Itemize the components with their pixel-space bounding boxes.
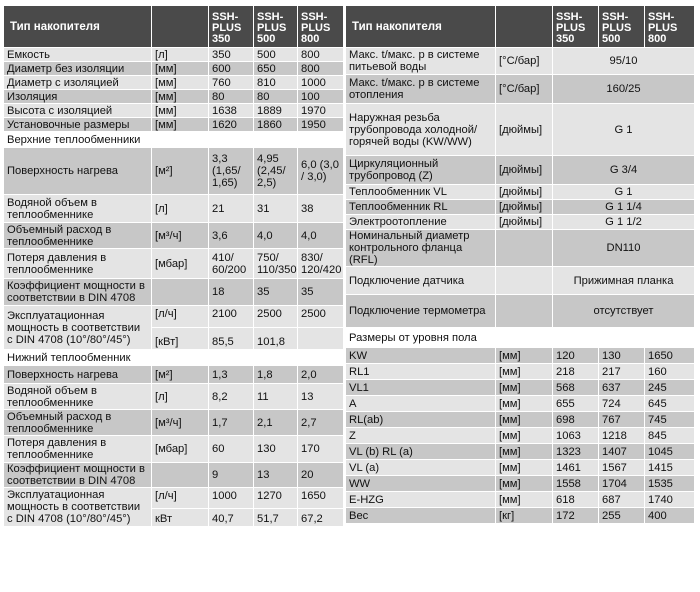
row-value: 2100 — [209, 305, 254, 327]
row-value: 1704 — [599, 475, 645, 491]
header-model-350: SSH-PLUS 350 — [553, 6, 599, 47]
table-row — [4, 383, 343, 409]
row-value: 655 — [553, 395, 599, 411]
row-value: 9 — [209, 462, 254, 487]
row-label: Поверхность нагрева — [4, 147, 152, 194]
section-header-row — [4, 131, 343, 147]
row-value: 760 — [209, 75, 254, 89]
row-label: Вес — [346, 507, 496, 523]
row-value: 80 — [209, 89, 254, 103]
row-label: Макс. t/макс. p в системе отопления — [346, 74, 496, 103]
row-unit: [л] — [152, 194, 209, 222]
table-row — [4, 222, 343, 248]
row-unit: [мм] — [496, 427, 553, 443]
row-value: 172 — [553, 507, 599, 523]
table-row — [4, 248, 343, 278]
row-label: Объемный расход в теплообменнике — [4, 222, 152, 248]
row-value: 8,2 — [209, 383, 254, 409]
row-value: 1650 — [298, 487, 343, 508]
row-value: 650 — [254, 61, 298, 75]
row-value: 410/ 60/200 — [209, 248, 254, 278]
row-unit: [дюймы] — [496, 199, 553, 214]
row-value: 1000 — [298, 75, 343, 89]
row-value: 2,1 — [254, 409, 298, 435]
row-value: 845 — [645, 427, 694, 443]
row-label: VL (b) RL (a) — [346, 443, 496, 459]
table-row — [346, 103, 694, 155]
row-unit — [496, 229, 553, 266]
table-row — [4, 117, 343, 131]
row-unit — [152, 278, 209, 305]
row-label: Водяной объем в теплообменнике — [4, 383, 152, 409]
row-value: 600 — [209, 61, 254, 75]
row-value: 21 — [209, 194, 254, 222]
row-value: 800 — [298, 61, 343, 75]
row-value: 618 — [553, 491, 599, 507]
row-label: VL (a) — [346, 459, 496, 475]
table-row — [346, 475, 694, 491]
row-unit: [л/ч] — [152, 487, 209, 508]
row-value: 4,95 (2,45/ 2,5) — [254, 147, 298, 194]
row-value: 1638 — [209, 103, 254, 117]
table-row — [346, 491, 694, 507]
row-label: Макс. t/макс. p в системе питьевой воды — [346, 47, 496, 74]
row-value: 1567 — [599, 459, 645, 475]
table-row — [346, 507, 694, 523]
row-unit: [кг] — [496, 507, 553, 523]
table-row — [346, 379, 694, 395]
table-row — [4, 435, 343, 462]
table-row — [346, 443, 694, 459]
row-value-all-models: G 1 1/2 — [553, 214, 694, 229]
row-value-secondary: 67,2 — [298, 508, 343, 526]
row-label: Изоляция — [4, 89, 152, 103]
table-row — [346, 229, 694, 266]
row-unit: [мбар] — [152, 248, 209, 278]
row-value: 31 — [254, 194, 298, 222]
row-value: 810 — [254, 75, 298, 89]
table-row — [346, 347, 694, 363]
row-unit: [м³/ч] — [152, 222, 209, 248]
row-value: 724 — [599, 395, 645, 411]
row-unit: [дюймы] — [496, 184, 553, 199]
row-value: 130 — [254, 435, 298, 462]
row-label: Эксплуатационная мощность в соответствии с DIN 4708 (10°/80°/45°) — [4, 305, 152, 349]
row-value: 1045 — [645, 443, 694, 459]
row-value-secondary: 85,5 — [209, 327, 254, 349]
row-value-all-models: G 1 1/4 — [553, 199, 694, 214]
table-row — [4, 278, 343, 305]
table-row — [346, 459, 694, 475]
row-value: 1323 — [553, 443, 599, 459]
row-label: RL1 — [346, 363, 496, 379]
table-row — [346, 214, 694, 229]
row-label: Эксплуатационная мощность в соответствии с DIN 4708 (10°/80°/45°) — [4, 487, 152, 526]
row-label: Поверхность нагрева — [4, 365, 152, 383]
row-value: 120 — [553, 347, 599, 363]
row-value: 400 — [645, 507, 694, 523]
row-value: 800 — [298, 47, 343, 61]
row-unit: [м³/ч] — [152, 409, 209, 435]
row-label: Теплообменник RL — [346, 199, 496, 214]
row-unit: [л/ч] — [152, 305, 209, 327]
row-value: 218 — [553, 363, 599, 379]
header-model-500: SSH-PLUS 500 — [599, 6, 645, 47]
row-unit: [°С/бар] — [496, 47, 553, 74]
table-row — [346, 363, 694, 379]
row-unit-secondary: [кВт] — [152, 327, 209, 349]
row-value: 60 — [209, 435, 254, 462]
table-row — [346, 199, 694, 214]
row-unit: [мм] — [496, 395, 553, 411]
row-unit: [мм] — [152, 89, 209, 103]
row-value: 500 — [254, 47, 298, 61]
row-value-all-models: G 3/4 — [553, 155, 694, 184]
row-value: 2500 — [254, 305, 298, 327]
row-value: 750/ 110/350 — [254, 248, 298, 278]
row-value-secondary — [298, 327, 343, 349]
row-unit: [°С/бар] — [496, 74, 553, 103]
row-value: 1620 — [209, 117, 254, 131]
row-unit: [л] — [152, 383, 209, 409]
header-row — [346, 6, 694, 47]
row-unit: [мм] — [152, 117, 209, 131]
table-row — [4, 75, 343, 89]
row-value-all-models: G 1 — [553, 103, 694, 155]
row-label: Потеря давления в теплообменнике — [4, 435, 152, 462]
row-value: 1889 — [254, 103, 298, 117]
row-value: 1,7 — [209, 409, 254, 435]
row-unit: [мм] — [496, 379, 553, 395]
row-label: WW — [346, 475, 496, 491]
row-value-all-models: 160/25 — [553, 74, 694, 103]
row-label: A — [346, 395, 496, 411]
row-label: Подключение датчика — [346, 266, 496, 294]
table-row — [346, 184, 694, 199]
row-unit: [мм] — [496, 411, 553, 427]
row-label: Коэффициент мощности в соответствии в DIN 4708 — [4, 462, 152, 487]
row-value: 35 — [254, 278, 298, 305]
row-unit: [мм] — [152, 61, 209, 75]
row-value: 130 — [599, 347, 645, 363]
table-row — [4, 147, 343, 194]
row-value: 568 — [553, 379, 599, 395]
row-value: 1860 — [254, 117, 298, 131]
section-title: Верхние теплообменники — [4, 131, 343, 147]
header-model-800: SSH-PLUS 800 — [298, 6, 343, 47]
row-label: VL1 — [346, 379, 496, 395]
row-unit: [мм] — [152, 103, 209, 117]
row-value-secondary: 51,7 — [254, 508, 298, 526]
right-spec-table — [346, 6, 694, 523]
row-value: 1063 — [553, 427, 599, 443]
row-unit: [мм] — [496, 459, 553, 475]
row-value: 3,3 (1,65/ 1,65) — [209, 147, 254, 194]
header-label: Тип накопителя — [4, 6, 152, 47]
row-label: KW — [346, 347, 496, 363]
left-table-body — [4, 47, 343, 526]
row-value: 35 — [298, 278, 343, 305]
row-value: 687 — [599, 491, 645, 507]
row-value: 160 — [645, 363, 694, 379]
row-label: Подключение термометра — [346, 294, 496, 327]
row-value: 3,6 — [209, 222, 254, 248]
row-label: Теплообменник VL — [346, 184, 496, 199]
row-unit: [дюймы] — [496, 155, 553, 184]
row-value: 1415 — [645, 459, 694, 475]
table-row — [346, 266, 694, 294]
row-value: 1,3 — [209, 365, 254, 383]
left-spec-table — [4, 6, 343, 526]
row-label: Электроотопление — [346, 214, 496, 229]
row-label: Емкость — [4, 47, 152, 61]
row-value: 1,8 — [254, 365, 298, 383]
row-unit: [мм] — [152, 75, 209, 89]
right-table-body — [346, 47, 694, 523]
row-label: Диаметр без изоляции — [4, 61, 152, 75]
table-row — [4, 89, 343, 103]
table-row — [346, 395, 694, 411]
header-model-500: SSH-PLUS 500 — [254, 6, 298, 47]
row-value: 38 — [298, 194, 343, 222]
row-label: Потеря давления в теплообменнике — [4, 248, 152, 278]
row-value: 1740 — [645, 491, 694, 507]
row-unit: [мм] — [496, 475, 553, 491]
row-value: 745 — [645, 411, 694, 427]
row-value-secondary: 40,7 — [209, 508, 254, 526]
row-value: 1970 — [298, 103, 343, 117]
row-value: 1950 — [298, 117, 343, 131]
row-value: 100 — [298, 89, 343, 103]
row-value: 767 — [599, 411, 645, 427]
row-value: 11 — [254, 383, 298, 409]
row-value: 245 — [645, 379, 694, 395]
row-label: RL(ab) — [346, 411, 496, 427]
row-label: Наружная резьба трубопровода холодной/горячей воды (KW/WW) — [346, 103, 496, 155]
row-unit: [дюймы] — [496, 103, 553, 155]
table-row — [4, 462, 343, 487]
row-value: 1650 — [645, 347, 694, 363]
table-row — [346, 294, 694, 327]
row-value-all-models: DN110 — [553, 229, 694, 266]
header-label: Тип накопителя — [346, 6, 496, 47]
table-row — [4, 487, 343, 508]
row-value: 13 — [254, 462, 298, 487]
row-value: 170 — [298, 435, 343, 462]
row-label: Установочные размеры — [4, 117, 152, 131]
row-value: 80 — [254, 89, 298, 103]
table-row — [346, 427, 694, 443]
table-row — [4, 61, 343, 75]
row-value: 18 — [209, 278, 254, 305]
row-value: 2,7 — [298, 409, 343, 435]
table-row — [4, 305, 343, 327]
row-value: 1270 — [254, 487, 298, 508]
row-label: Номинальный диаметр контрольного фланца (RFL) — [346, 229, 496, 266]
row-value: 2500 — [298, 305, 343, 327]
row-unit-secondary: кВт — [152, 508, 209, 526]
row-value: 20 — [298, 462, 343, 487]
table-row — [346, 74, 694, 103]
row-value: 217 — [599, 363, 645, 379]
row-value: 1000 — [209, 487, 254, 508]
row-label: Объемный расход в теплообменнике — [4, 409, 152, 435]
row-label: Высота с изоляцией — [4, 103, 152, 117]
row-unit — [496, 266, 553, 294]
section-header-row — [4, 349, 343, 365]
row-unit: [мм] — [496, 347, 553, 363]
header-unit-cell — [152, 6, 209, 47]
row-value-secondary: 101,8 — [254, 327, 298, 349]
row-value-all-models: Прижимная планка — [553, 266, 694, 294]
row-label: Коэффициент мощности в соответствии в DIN 4708 — [4, 278, 152, 305]
row-value: 4,0 — [254, 222, 298, 248]
row-value: 13 — [298, 383, 343, 409]
table-row — [4, 103, 343, 117]
row-value: 1218 — [599, 427, 645, 443]
row-value-all-models: G 1 — [553, 184, 694, 199]
row-value: 1558 — [553, 475, 599, 491]
row-unit: [м²] — [152, 365, 209, 383]
header-model-350: SSH-PLUS 350 — [209, 6, 254, 47]
row-label: E-HZG — [346, 491, 496, 507]
row-value: 6,0 (3,0 / 3,0) — [298, 147, 343, 194]
row-value: 1461 — [553, 459, 599, 475]
row-value: 2,0 — [298, 365, 343, 383]
table-row — [4, 409, 343, 435]
row-unit: [дюймы] — [496, 214, 553, 229]
row-label: Z — [346, 427, 496, 443]
header-row — [4, 6, 343, 47]
section-title: Нижний теплообменник — [4, 349, 343, 365]
row-unit: [л] — [152, 47, 209, 61]
row-value: 255 — [599, 507, 645, 523]
row-value: 1535 — [645, 475, 694, 491]
table-row — [346, 47, 694, 74]
row-unit: [м²] — [152, 147, 209, 194]
row-value: 350 — [209, 47, 254, 61]
table-row — [346, 155, 694, 184]
row-value: 637 — [599, 379, 645, 395]
table-row — [346, 411, 694, 427]
table-row — [4, 47, 343, 61]
row-unit — [496, 294, 553, 327]
header-model-800: SSH-PLUS 800 — [645, 6, 694, 47]
row-value: 698 — [553, 411, 599, 427]
row-unit: [мбар] — [152, 435, 209, 462]
row-unit: [мм] — [496, 491, 553, 507]
row-unit — [152, 462, 209, 487]
row-value: 4,0 — [298, 222, 343, 248]
section-title: Размеры от уровня пола — [346, 327, 694, 347]
header-unit-cell — [496, 6, 553, 47]
row-value: 645 — [645, 395, 694, 411]
row-label: Циркуляционный трубопровод (Z) — [346, 155, 496, 184]
row-value-all-models: 95/10 — [553, 47, 694, 74]
section-header-row — [346, 327, 694, 347]
row-unit: [мм] — [496, 363, 553, 379]
table-row — [4, 365, 343, 383]
row-label: Диаметр с изоляцией — [4, 75, 152, 89]
row-label: Водяной объем в теплообменнике — [4, 194, 152, 222]
row-value: 1407 — [599, 443, 645, 459]
table-row — [4, 194, 343, 222]
row-value-all-models: отсутствует — [553, 294, 694, 327]
row-unit: [мм] — [496, 443, 553, 459]
row-value: 830/ 120/420 — [298, 248, 343, 278]
